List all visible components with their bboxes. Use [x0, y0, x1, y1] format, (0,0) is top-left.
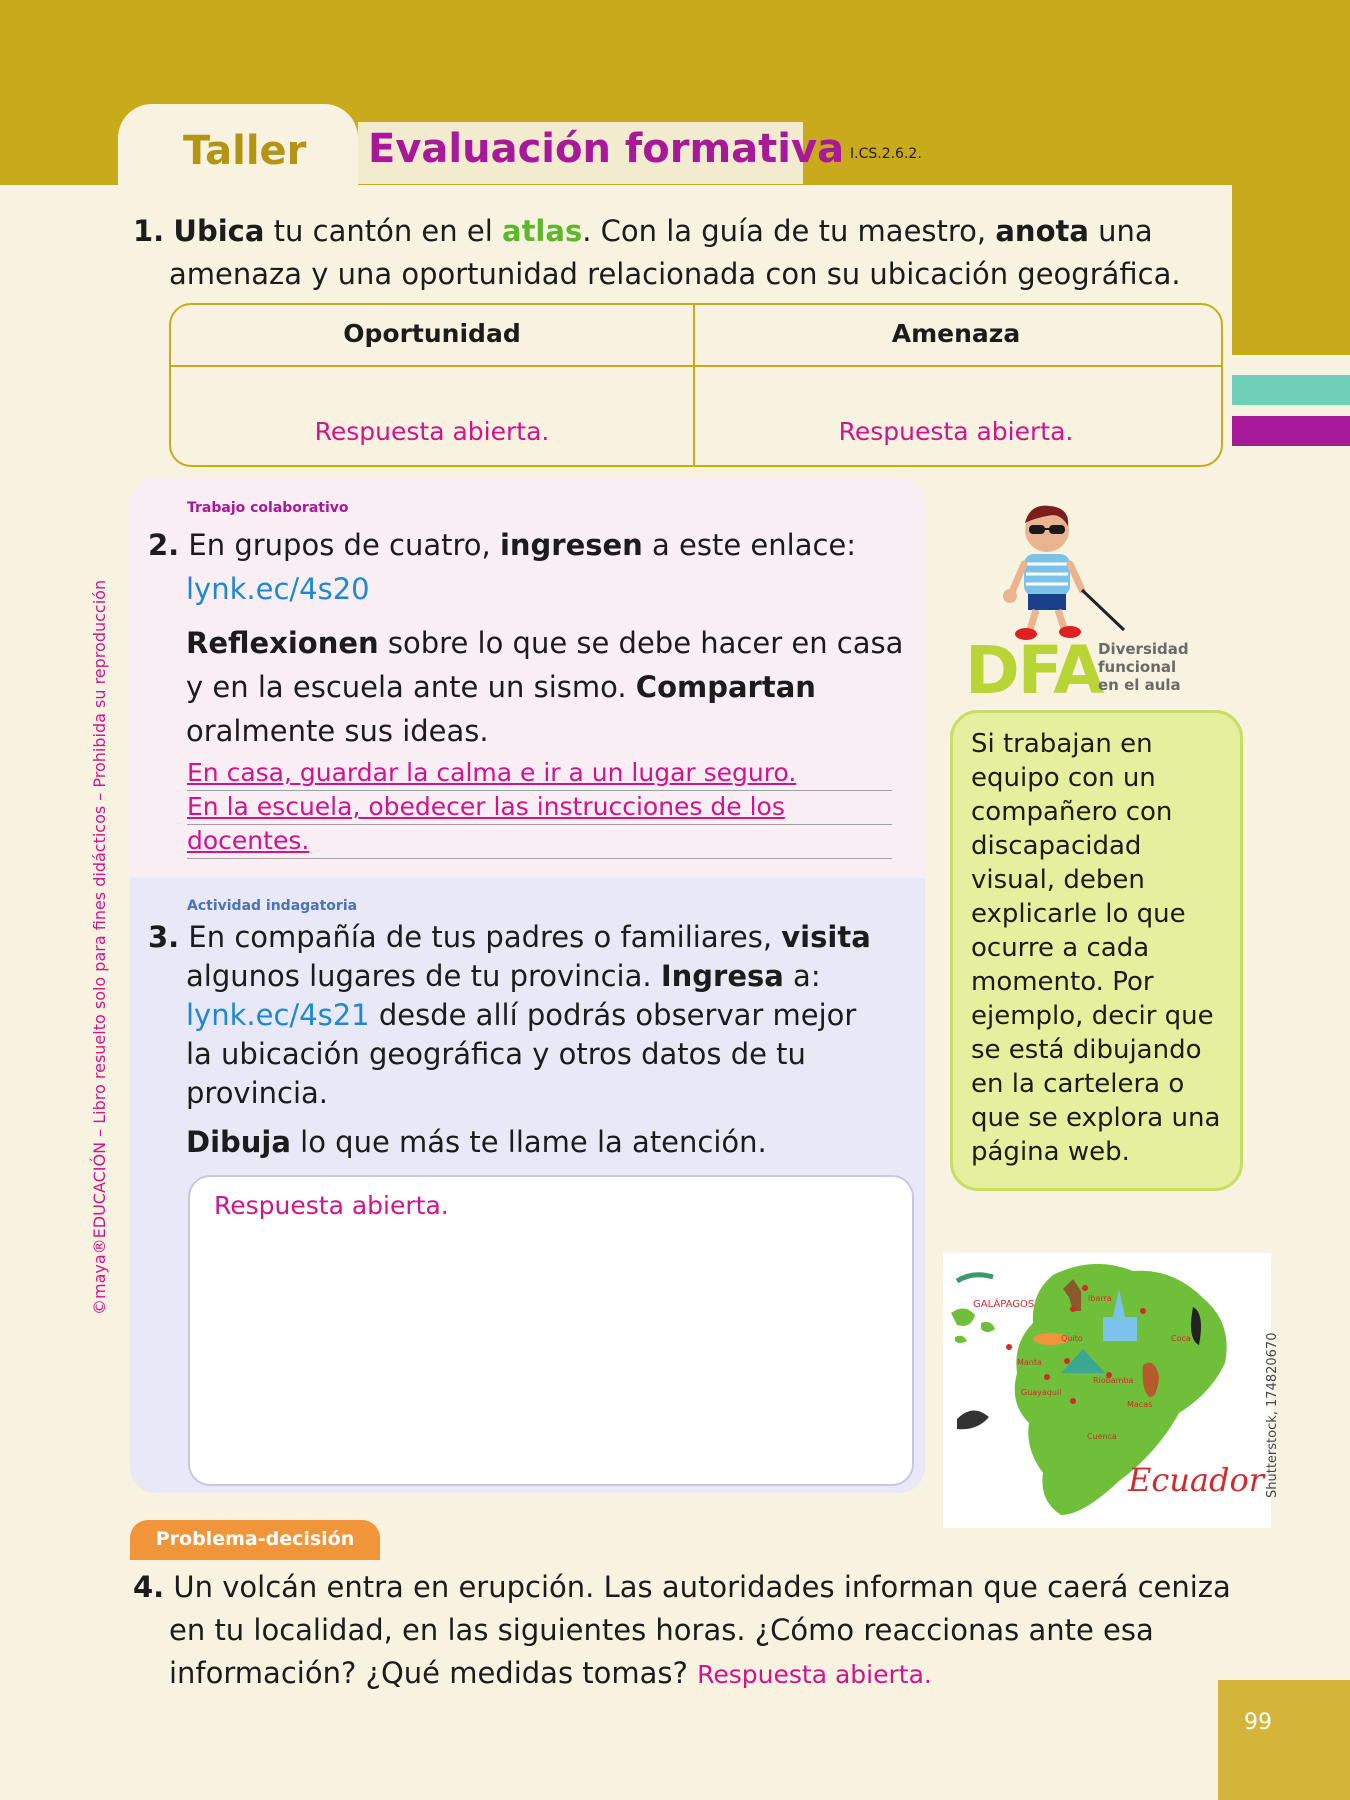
map-label-manta: Manta: [1017, 1358, 1042, 1367]
tag-problema-decision: Problema-decisión: [155, 1528, 355, 1550]
map-label-galapagos: GALÁPAGOS: [973, 1299, 1035, 1310]
keyword: Ingresa: [660, 959, 784, 993]
question-1: 1. Ubica tu cantón en el atlas. Con la guía de tu maestro, anota una amenaza y una oportunidad relacionada con su ubicación geográfica.: [133, 214, 1181, 291]
answer-line-1: En casa, guardar la calma e ir a un lugar seguro.: [187, 758, 892, 791]
keyword: Ubica: [173, 214, 265, 248]
answer-line-2: En la escuela, obedecer las instrucciones de los: [187, 792, 892, 825]
dfa-logo: DFA: [965, 632, 1103, 709]
ecuador-map: [943, 1253, 1271, 1528]
right-margin-band: [1232, 185, 1350, 355]
map-label-cuenca: Cuenca: [1087, 1432, 1117, 1441]
keyword: Dibuja: [186, 1125, 291, 1159]
question-number: 3.: [148, 920, 180, 954]
keyword: Compartan: [635, 670, 816, 704]
keyword-atlas: atlas: [502, 214, 583, 248]
dfa-subtitle: Diversidad funcional en el aula: [1098, 640, 1189, 694]
drawing-area[interactable]: [188, 1175, 914, 1486]
map-label-guayaquil: Guayaquil: [1021, 1388, 1062, 1397]
boy-with-cane-illustration: [990, 498, 1130, 648]
keyword: ingresen: [499, 528, 643, 562]
map-title: Ecuador: [1128, 1461, 1265, 1499]
opportunity-threat-table: [169, 303, 1223, 467]
teal-accent-strip: [1232, 375, 1350, 405]
page-title: Evaluación formativa: [368, 126, 845, 172]
keyword: anota: [995, 214, 1089, 248]
page-number-box: [1218, 1680, 1350, 1800]
answer-amenaza: Respuesta abierta.: [838, 417, 1074, 446]
map-label-macas: Macas: [1127, 1400, 1153, 1409]
link-4s21[interactable]: lynk.ec/4s21: [186, 998, 370, 1032]
question-2: 2. En grupos de cuatro, ingresen a este enlace: lynk.ec/4s20 Reflexionen sobre lo que se debe hacer en casa y en la escuela ante un sismo. Compartan oralmente sus ideas.: [148, 528, 904, 748]
dfa-tip-box: [950, 710, 1243, 1191]
answer-oportunidad: Respuesta abierta.: [314, 417, 550, 446]
section-tab-label: Taller: [183, 128, 307, 174]
table-header-amenaza: Amenaza: [891, 319, 1021, 348]
question-number: 4.: [133, 1570, 165, 1604]
keyword: Reflexionen: [186, 626, 379, 660]
table-header-oportunidad: Oportunidad: [343, 319, 521, 348]
answer-q4: Respuesta abierta.: [697, 1660, 932, 1689]
answer-line-3: docentes.: [187, 826, 892, 859]
magenta-accent-strip: [1232, 416, 1350, 446]
question-number: 1.: [133, 214, 165, 248]
keyword: visita: [781, 920, 871, 954]
copyright-side-text: ©maya®EDUCACIÓN – Libro resuelto solo para fines didácticos – Prohibida su reproducción: [90, 579, 109, 1315]
map-label-ibarra: Ibarra: [1088, 1294, 1112, 1303]
question-3: 3. En compañía de tus padres o familiares, visita algunos lugares de tu provincia. Ingresa a: lynk.ec/4s21 desde allí podrás observar mejor la ubicación geográfica y otros datos de tu provincia. Dibuja lo que más te llame la atención.: [148, 920, 871, 1159]
map-label-coca: Coca: [1171, 1334, 1191, 1343]
tag-trabajo-colaborativo: Trabajo colaborativo: [187, 500, 349, 516]
map-label-riobamba: Riobamba: [1093, 1376, 1134, 1385]
image-credit: Shutterstock, 174820670: [1265, 1332, 1280, 1498]
map-label-quito: Quito: [1061, 1334, 1083, 1343]
question-4: 4. Un volcán entra en erupción. Las autoridades informan que caerá ceniza en tu localidad, en las siguientes horas. ¿Cómo reaccionas ante esa información? ¿Qué medidas tomas? Respuesta abierta.: [133, 1570, 1231, 1690]
drawing-answer: Respuesta abierta.: [214, 1191, 449, 1220]
page-number: 99: [1244, 1710, 1272, 1735]
tag-actividad-indagatoria: Actividad indagatoria: [187, 898, 358, 914]
question-number: 2.: [148, 528, 180, 562]
curriculum-code: I.CS.2.6.2.: [850, 146, 922, 162]
dfa-tip-text: Si trabajan en equipo con un compañero con discapacidad visual, deben explicarle lo que ocurre a cada momento. Por ejemplo, decir que se está dibujando en la cartelera o que se explora una página web.: [971, 729, 1221, 1167]
link-4s20[interactable]: lynk.ec/4s20: [186, 572, 370, 606]
